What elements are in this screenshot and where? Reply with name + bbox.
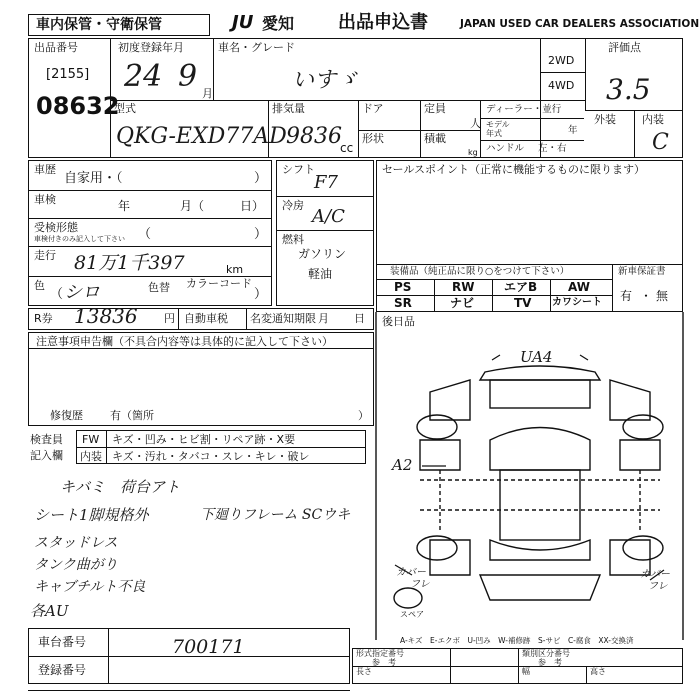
model-cert-ref: 参 考 xyxy=(372,658,396,667)
equipment-label: 装備品（純正品に限り○をつけて下さい） xyxy=(390,266,570,277)
spare-label: スペア xyxy=(400,610,424,619)
interior-label: 内装 xyxy=(80,450,102,463)
transfer-close: ） xyxy=(254,227,268,242)
note-line-6: 各AU xyxy=(30,602,69,620)
notes-label: 注意事項申告欄（不具合内容等は具体的に記入して下さい） xyxy=(36,335,333,348)
plate-label: 登録番号 xyxy=(38,663,87,677)
inspection-label: 車検 xyxy=(34,193,56,206)
fw-items: キズ・凹み・ヒビ割・リペア跡・X要 xyxy=(112,433,296,446)
handle-label: ハンドル xyxy=(486,143,525,154)
warranty-no: 無 xyxy=(656,289,669,303)
transfer-label: 受検形態 xyxy=(34,221,78,234)
diagram-side-note: A2 xyxy=(392,456,413,474)
notice-label: 名変通知期限 xyxy=(250,312,316,325)
equip-navi: ナビ xyxy=(450,296,475,310)
class-label: 類別区分番号 xyxy=(522,649,570,658)
repair-label: 修復歴 xyxy=(50,409,83,422)
mileage-value: 81万1千397 xyxy=(74,252,185,274)
sales-points-label: セールスポイント（正常に機能するものに限ります） xyxy=(382,163,646,176)
model-year-unit: 年 xyxy=(568,125,578,136)
grade-value: 3.5 xyxy=(606,73,651,106)
tax-label: 自動車税 xyxy=(184,312,228,325)
exterior-grade-label: 外装 xyxy=(594,113,616,126)
equip-rw: RW xyxy=(452,280,475,294)
aircon-label: 冷房 xyxy=(282,199,304,212)
note-line-1: キバミ 荷台アト xyxy=(60,478,181,496)
grade-label: 評価点 xyxy=(608,41,641,54)
displacement-value: 9836 xyxy=(286,124,342,149)
lot-label: 出品番号 xyxy=(34,41,78,54)
displacement-unit: cc xyxy=(340,141,354,155)
recycle-unit: 円 xyxy=(164,312,175,325)
car-name-label: 車名・グレード xyxy=(218,41,295,54)
shift-value: F7 xyxy=(314,172,338,193)
registration-year: 24 xyxy=(124,59,163,94)
color-change-label: 色替 xyxy=(148,281,170,294)
displacement-label: 排気量 xyxy=(272,102,305,115)
fuel-gasoline: ガソリン xyxy=(298,247,347,261)
inspection-year-unit: 年 xyxy=(118,199,131,213)
lot-number: 08632 xyxy=(36,92,120,120)
width-label: 幅 xyxy=(522,667,530,676)
equip-aw: AW xyxy=(568,280,590,294)
model-year-label-2: 年式 xyxy=(486,129,502,138)
shape-label: 形状 xyxy=(362,132,384,145)
model-cert-label: 形式指定番号 xyxy=(356,649,404,658)
model-label: 型式 xyxy=(114,102,136,115)
fuel-diesel: 軽油 xyxy=(308,267,333,281)
doc-type-label: 車内保管・守衛保管 xyxy=(36,17,162,33)
repair-value: 有（箇所 xyxy=(110,409,154,422)
diagram-top-note: UA4 xyxy=(520,348,553,366)
color-label: 色 xyxy=(34,279,45,292)
equip-leather: カワシート xyxy=(552,297,602,308)
model-year-label-1: モデル xyxy=(486,120,510,129)
drive-4wd: 4WD xyxy=(548,79,575,92)
diagram-right-mark-1: カバー xyxy=(640,569,670,580)
color-code-label: カラーコード xyxy=(186,277,252,290)
recycle-label: R券 xyxy=(34,312,53,325)
handle-options: 左・右 xyxy=(538,143,567,154)
association-name: JAPAN USED CAR DEALERS ASSOCIATION xyxy=(460,18,700,30)
frame-note: 下廻りフレーム SCウキ xyxy=(200,507,351,523)
chassis-value: 700171 xyxy=(172,636,245,658)
fw-label: FW xyxy=(82,433,100,446)
length-label: 長さ xyxy=(356,667,372,676)
note-line-2: シート1脚規格外 xyxy=(34,506,149,524)
class-ref: 参 考 xyxy=(538,658,562,667)
inspector-label-1: 検査員 xyxy=(30,433,63,446)
interior-grade-label: 内装 xyxy=(642,113,664,126)
lot-sub-number: [2155] xyxy=(46,67,90,82)
aircon-value: A/C xyxy=(312,206,345,227)
note-line-4: タンク曲がり xyxy=(34,557,118,573)
shift-label: シフト xyxy=(282,163,315,176)
logo-mark: JU xyxy=(232,12,254,33)
warranty-label: 新車保証書 xyxy=(618,266,666,277)
diagram-left-mark-2: フレ xyxy=(410,579,430,590)
inspection-day-unit: 日） xyxy=(240,199,265,213)
inspection-month-unit: 月（ xyxy=(180,199,205,213)
drive-2wd: 2WD xyxy=(548,54,575,67)
mileage-unit: km xyxy=(226,263,244,276)
fuel-label: 燃料 xyxy=(282,233,304,246)
color-close: ） xyxy=(254,287,268,302)
capacity-label: 定員 xyxy=(424,102,446,115)
notice-month: 月 xyxy=(318,312,329,325)
history-label: 車歴 xyxy=(34,163,56,176)
load-unit: kg xyxy=(468,148,478,157)
load-label: 積載 xyxy=(424,132,446,145)
dealer-label: ディーラー・並行 xyxy=(486,104,562,115)
door-label: ドア xyxy=(362,102,384,115)
logo-place: 愛知 xyxy=(262,14,295,33)
capacity-unit: 人 xyxy=(470,117,481,130)
registration-label: 初度登録年月 xyxy=(118,41,184,54)
history-value: 自家用・（ xyxy=(64,171,123,186)
history-close: ） xyxy=(254,171,268,186)
color-value: シロ xyxy=(64,282,100,303)
form-title: 出品申込書 xyxy=(338,12,428,33)
recycle-value: 13836 xyxy=(74,304,138,328)
transfer-note: 車検付きのみ記入して下さい xyxy=(34,235,125,243)
interior-items: キズ・汚れ・タバコ・スレ・キレ・破レ xyxy=(112,450,310,463)
inspector-label-2: 記入欄 xyxy=(30,449,63,462)
diagram-right-mark-2: フレ xyxy=(648,581,668,592)
car-name-value: いすゞ xyxy=(292,68,359,93)
equip-ps: PS xyxy=(394,280,412,294)
color-open: （ xyxy=(50,287,64,302)
height-label: 高さ xyxy=(590,667,606,676)
model-value: QKG-EXD77AD xyxy=(116,124,287,149)
note-line-3: スタッドレス xyxy=(34,535,118,551)
registration-month-unit: 月 xyxy=(202,87,213,100)
rear-items-label: 後日品 xyxy=(382,315,415,328)
interior-grade-value: C xyxy=(652,130,669,155)
chassis-label: 車台番号 xyxy=(38,635,87,649)
equip-sr: SR xyxy=(394,296,412,310)
diagram-left-mark-1: カバー xyxy=(396,567,426,578)
equip-airbag: エアB xyxy=(504,280,538,294)
mileage-label: 走行 xyxy=(34,249,56,262)
registration-month: 9 xyxy=(178,59,198,94)
warranty-yes: 有 xyxy=(620,289,633,303)
note-line-5: キャブチルト不良 xyxy=(34,579,146,595)
notice-day: 日 xyxy=(354,312,365,325)
transfer-open: （ xyxy=(138,227,152,242)
damage-legend: A-キズ E-エクボ U-凹み W-補修跡 S-サビ C-腐食 XX-交換済 xyxy=(400,636,634,645)
warranty-sep: ・ xyxy=(640,289,653,303)
equip-tv: TV xyxy=(514,296,532,310)
repair-close: ） xyxy=(358,409,369,422)
